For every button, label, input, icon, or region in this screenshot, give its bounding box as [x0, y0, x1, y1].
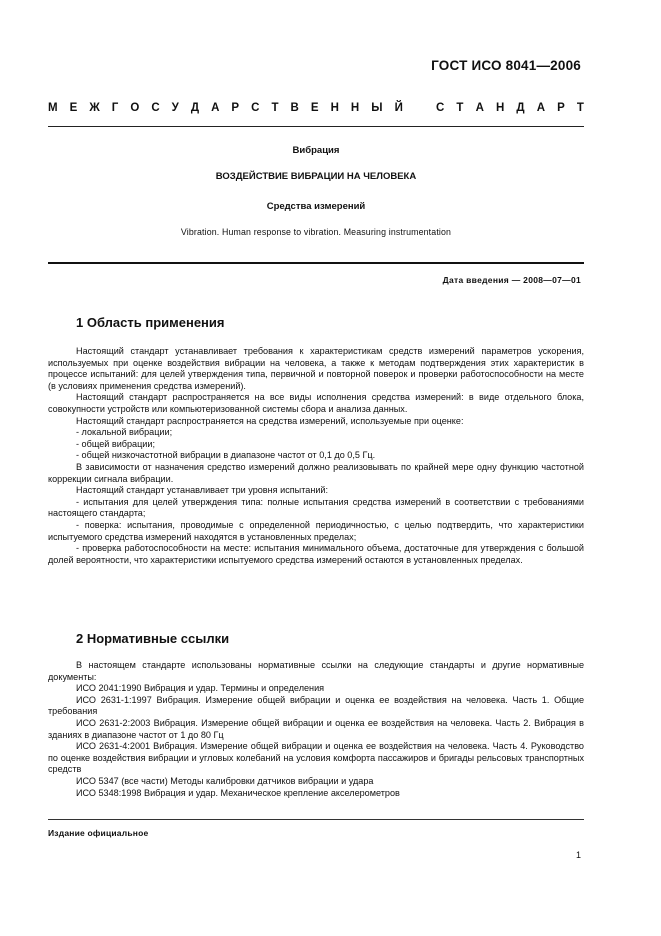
banner-letter: С [151, 102, 160, 114]
banner-letter: Ы [371, 102, 383, 114]
paragraph: Настоящий стандарт распространяется на все виды исполнения средства измерений: в виде отдельного блока, совокупности устройств или компьютеризованной системы сбора и анализа данных. [48, 392, 584, 414]
banner-letter: С [436, 102, 445, 114]
paragraph: Настоящий стандарт распространяется на средства измерений, используемые при оценке: [76, 415, 464, 426]
banner-letter: Т [271, 102, 279, 114]
banner-letter: Г [111, 102, 119, 114]
list-item: - поверка: испытания, проводимые с определенной периодичностью, с целью подтвердить, что характеристики испытуемого средства измерений находятся в установленных пределах; [48, 519, 584, 542]
list-item: - испытания для целей утверждения типа: полные испытания средства измерений в соответствии с требованиями настоящего стандарта; [48, 496, 584, 519]
banner-letter: Т [456, 102, 464, 114]
banner-letter: У [171, 102, 179, 114]
banner-letter: Р [557, 102, 565, 114]
title-line-3: Средства измерений [266, 201, 366, 212]
paragraph: В настоящем стандарте использованы нормативные ссылки на следующие стандарты и другие нормативные документы: [48, 660, 584, 682]
banner-word-interstate [48, 102, 403, 114]
list-item: - локальной вибрации; [76, 427, 173, 438]
paragraph: Настоящий стандарт устанавливает требования к характеристикам средств измерений параметров ускорения, используемых при оценке воздействия вибрации на человека, а также к методам подтверждения этих характеристик в процессе испытаний: для целей утверждения типа, первичной и повторной поверок и проверки работоспособности на месте (в условиях применения средства измерений). [48, 346, 584, 391]
paragraph: В зависимости от назначения средство измерений должно реализовывать по крайней мере одну функцию частотной коррекции сигнала вибрации. [48, 461, 584, 484]
section-1-body [48, 346, 584, 566]
banner-letter: О [130, 102, 140, 114]
banner-letter: Е [69, 102, 78, 114]
section-2-heading: 2 Нормативные ссылки [76, 631, 230, 646]
title-divider [48, 262, 584, 264]
header-divider [48, 126, 584, 127]
normative-reference: ИСО 2631-4:2001 Вибрация. Измерение общей вибрации и оценка ее воздействия на человека. Часть 4. Руководство по оценке воздействия вибрации и угловых колебаний на условия комфорта пассажиров и бригады рельсовых транспортных средств [48, 741, 584, 775]
banner-letter: Й [394, 102, 403, 114]
list-item: - общей вибрации; [76, 438, 155, 449]
banner-word-standard [436, 102, 584, 114]
list-item: - проверка работоспособности на месте: испытания минимального объема, достаточные для утверждения с большой долей вероятности, что характеристики испытуемого средства измерений остаются в установленных пределах. [48, 543, 584, 565]
banner-letter: Р [231, 102, 240, 114]
paragraph: Настоящий стандарт устанавливает три уровня испытаний: [76, 485, 329, 496]
section-1-heading: 1 Область применения [76, 315, 225, 330]
standard-code: ГОСТ ИСО 8041—2006 [431, 58, 581, 73]
title-line-1: Вибрация [292, 145, 340, 156]
normative-reference: ИСО 2631-2:2003 Вибрация. Измерение общей вибрации и оценка ее воздействия на человека. Часть 2. Вибрация в зданиях в диапазоне частот от 1 до 80 Гц [48, 717, 584, 740]
banner-letter: А [211, 102, 220, 114]
page-number: 1 [575, 850, 581, 860]
normative-reference: ИСО 5347 (все части) Методы калибровки датчиков вибрации и удара [76, 775, 374, 786]
banner-letter: Н [495, 102, 505, 114]
normative-reference: ИСО 2631-1:1997 Вибрация. Измерение общей вибрации и оценка ее воздействия на человека. Часть 1. Общие требования [48, 694, 584, 717]
footer-divider [48, 819, 584, 820]
banner-letter: Д [190, 102, 200, 114]
official-edition-label: Издание официальное [48, 828, 149, 838]
banner-letter: Д [516, 102, 525, 114]
title-english: Vibration. Human response to vibration. Measuring instrumentation [180, 227, 452, 237]
banner-letter: Ж [89, 102, 100, 114]
banner-letter: Н [330, 102, 339, 114]
banner-letter: В [290, 102, 299, 114]
banner-letter: С [251, 102, 260, 114]
title-line-2: ВОЗДЕЙСТВИЕ ВИБРАЦИИ НА ЧЕЛОВЕКА [215, 171, 417, 182]
banner-letter: А [475, 102, 484, 114]
banner-letter: А [536, 102, 546, 114]
normative-reference: ИСО 2041:1990 Вибрация и удар. Термины и определения [76, 683, 325, 694]
interstate-standard-banner [48, 102, 584, 114]
banner-letter: Н [350, 102, 360, 114]
list-item: - общей низкочастотной вибрации в диапазоне частот от 0,1 до 0,5 Гц. [76, 450, 376, 461]
banner-letter: Е [310, 102, 319, 114]
intro-date: Дата введения — 2008—07—01 [442, 275, 581, 285]
banner-letter: М [48, 102, 58, 114]
section-2-body [48, 660, 584, 799]
banner-letter: Т [576, 102, 584, 114]
normative-reference: ИСО 5348:1998 Вибрация и удар. Механическое крепление акселерометров [76, 787, 400, 798]
